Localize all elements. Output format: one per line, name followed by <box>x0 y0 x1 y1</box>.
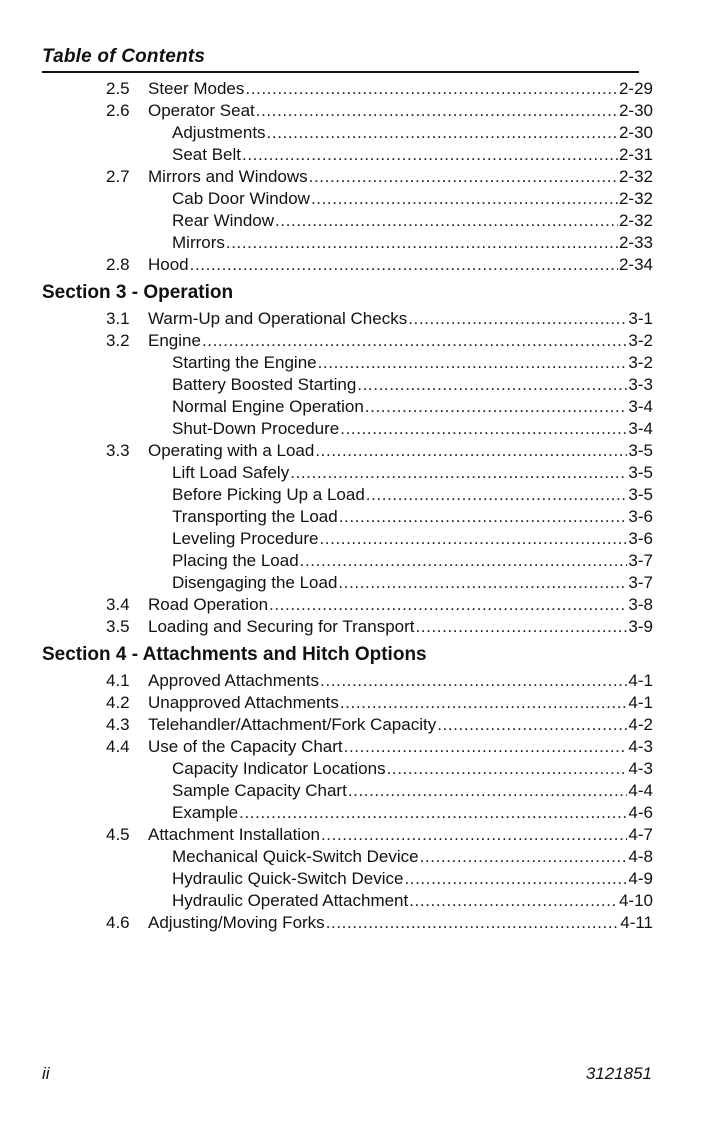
toc-entry[interactable] <box>148 308 653 330</box>
dot-leader <box>387 758 628 780</box>
toc-entry-page: 3-9 <box>628 617 653 636</box>
toc-entry-number: 4.4 <box>106 737 130 756</box>
toc-entry[interactable] <box>148 692 653 714</box>
toc-entry-page: 4-6 <box>628 803 653 822</box>
toc-entry-label: Telehandler/Attachment/Fork Capacity <box>148 715 437 734</box>
toc-entry-number: 3.5 <box>106 617 130 636</box>
section-heading: Section 4 - Attachments and Hitch Options <box>42 644 427 665</box>
toc-row[interactable] <box>42 440 653 462</box>
toc-row[interactable] <box>42 330 653 352</box>
toc-subentry[interactable] <box>172 188 653 210</box>
toc-entry-label: Operating with a Load <box>148 441 315 460</box>
dot-leader <box>340 418 627 440</box>
toc-entry-label: Adjustments <box>172 123 266 142</box>
toc-row[interactable] <box>42 714 653 736</box>
dot-leader <box>366 484 628 506</box>
toc-row[interactable] <box>42 374 653 396</box>
toc-entry-label: Hydraulic Quick-Switch Device <box>172 869 404 888</box>
toc-entry-label: Lift Load Safely <box>172 463 290 482</box>
dot-leader <box>242 144 618 166</box>
toc-entry-number: 3.3 <box>106 441 130 460</box>
toc-entry[interactable] <box>148 166 653 188</box>
toc-entry[interactable] <box>148 594 653 616</box>
toc-row[interactable] <box>42 824 653 846</box>
toc-subentry[interactable] <box>172 484 653 506</box>
toc-entry-label: Battery Boosted Starting <box>172 375 357 394</box>
toc-row[interactable] <box>42 210 653 232</box>
toc-subentry[interactable] <box>172 846 653 868</box>
toc-row[interactable] <box>42 100 653 122</box>
toc-row[interactable] <box>42 780 653 802</box>
toc-entry-page: 2-34 <box>618 255 653 274</box>
dot-leader <box>321 824 627 846</box>
toc-entry-page: 3-5 <box>628 485 653 504</box>
toc-row[interactable] <box>42 352 653 374</box>
toc-entry-number: 4.6 <box>106 913 130 932</box>
toc-row[interactable] <box>42 188 653 210</box>
toc-entry-label: Road Operation <box>148 595 269 614</box>
toc-subentry[interactable] <box>172 352 653 374</box>
toc-row[interactable] <box>42 594 653 616</box>
toc-entry-number: 3.1 <box>106 309 130 328</box>
toc-entry-label: Hydraulic Operated Attachment <box>172 891 409 910</box>
toc-entry-label: Mechanical Quick-Switch Device <box>172 847 419 866</box>
dot-leader <box>326 912 620 934</box>
toc-entry[interactable] <box>148 616 653 638</box>
toc-row[interactable] <box>42 308 653 330</box>
toc-entry-label: Engine <box>148 331 201 350</box>
dot-leader <box>190 254 618 276</box>
toc-entry[interactable] <box>148 440 653 462</box>
toc-row[interactable] <box>42 868 653 890</box>
toc-entry-label: Cab Door Window <box>172 189 310 208</box>
toc-row[interactable] <box>42 166 653 188</box>
dot-leader <box>319 528 627 550</box>
toc-row[interactable] <box>42 528 653 550</box>
toc-entry-label: Unapproved Attachments <box>148 693 339 712</box>
toc-row[interactable] <box>42 78 653 100</box>
toc-entry[interactable] <box>148 100 653 122</box>
toc-entry[interactable] <box>148 330 653 352</box>
toc-subentry[interactable] <box>172 210 653 232</box>
dot-leader <box>318 352 628 374</box>
toc-entry-label: Operator Seat <box>148 101 255 120</box>
dot-leader <box>340 692 628 714</box>
toc-entry-page: 4-10 <box>618 891 653 910</box>
toc-entry-number: 4.5 <box>106 825 130 844</box>
dot-leader <box>409 890 618 912</box>
toc-entry-page: 3-6 <box>628 507 653 526</box>
toc-entry-page: 3-8 <box>628 595 653 614</box>
toc-subentry[interactable] <box>172 122 653 144</box>
dot-leader <box>267 122 618 144</box>
toc-entry-label: Leveling Procedure <box>172 529 319 548</box>
toc-entry-page: 2-32 <box>618 167 653 186</box>
dot-leader <box>420 846 628 868</box>
dot-leader <box>416 616 628 638</box>
toc-subentry[interactable] <box>172 418 653 440</box>
dot-leader <box>309 166 618 188</box>
toc-subentry[interactable] <box>172 144 653 166</box>
toc-entry-page: 4-1 <box>628 671 653 690</box>
toc-entry[interactable] <box>148 736 653 758</box>
dot-leader <box>320 670 627 692</box>
toc-row[interactable] <box>42 550 653 572</box>
toc-entry-label: Steer Modes <box>148 79 245 98</box>
toc-entry-number: 4.2 <box>106 693 130 712</box>
toc-entry-label: Placing the Load <box>172 551 299 570</box>
toc-subentry[interactable] <box>172 802 653 824</box>
toc-row[interactable] <box>42 572 653 594</box>
toc-row[interactable] <box>42 802 653 824</box>
dot-leader <box>348 780 628 802</box>
dot-leader <box>226 232 618 254</box>
toc-row[interactable] <box>42 846 653 868</box>
dot-leader <box>357 374 627 396</box>
toc-subentry[interactable] <box>172 758 653 780</box>
footer-page-number: ii <box>42 1064 50 1083</box>
dot-leader <box>437 714 627 736</box>
toc-subentry[interactable] <box>172 780 653 802</box>
toc-entry-page: 3-5 <box>628 441 653 460</box>
toc-entry-label: Approved Attachments <box>148 671 320 690</box>
toc-subentry[interactable] <box>172 528 653 550</box>
toc-entry-number: 4.3 <box>106 715 130 734</box>
toc-entry-page: 4-8 <box>628 847 653 866</box>
toc-entry-page: 3-4 <box>628 397 653 416</box>
toc-entry[interactable] <box>148 714 653 736</box>
dot-leader <box>239 802 627 824</box>
toc-entry-label: Transporting the Load <box>172 507 338 526</box>
toc-entry-label: Capacity Indicator Locations <box>172 759 386 778</box>
toc-entry-page: 2-29 <box>618 79 653 98</box>
toc-entry-page: 4-2 <box>628 715 653 734</box>
toc-row[interactable] <box>42 506 653 528</box>
dot-leader <box>290 462 627 484</box>
toc-entry-label: Loading and Securing for Transport <box>148 617 415 636</box>
toc-entry[interactable] <box>148 824 653 846</box>
toc-row[interactable] <box>42 396 653 418</box>
toc-row[interactable] <box>42 462 653 484</box>
toc-entry-page: 3-2 <box>628 353 653 372</box>
toc-entry-label: Shut-Down Procedure <box>172 419 340 438</box>
toc-entry-label: Adjusting/Moving Forks <box>148 913 325 932</box>
page-title: Table of Contents <box>42 46 206 67</box>
toc-subentry[interactable] <box>172 506 653 528</box>
toc-entry-page: 2-30 <box>618 123 653 142</box>
toc-subentry[interactable] <box>172 572 653 594</box>
toc-entry-number: 2.6 <box>106 101 130 120</box>
toc-subentry[interactable] <box>172 232 653 254</box>
toc-entry-number: 3.4 <box>106 595 130 614</box>
dot-leader <box>275 210 618 232</box>
toc-entry-page: 3-5 <box>628 463 653 482</box>
toc-row[interactable] <box>42 122 653 144</box>
toc-entry-label: Mirrors and Windows <box>148 167 308 186</box>
toc-entry-number: 2.8 <box>106 255 130 274</box>
dot-leader <box>202 330 627 352</box>
toc-row[interactable] <box>42 616 653 638</box>
toc-entry-page: 4-1 <box>628 693 653 712</box>
toc-subentry[interactable] <box>172 890 653 912</box>
toc-entry-label: Example <box>172 803 239 822</box>
dot-leader <box>269 594 627 616</box>
toc-entry[interactable] <box>148 254 653 276</box>
section-heading: Section 3 - Operation <box>42 282 234 303</box>
toc-entry-page: 4-3 <box>628 737 653 756</box>
toc-entry-page: 2-32 <box>618 211 653 230</box>
toc-row[interactable] <box>42 484 653 506</box>
toc-row[interactable] <box>42 890 653 912</box>
dot-leader <box>404 868 627 890</box>
toc-entry-number: 4.1 <box>106 671 130 690</box>
toc-entry-label: Rear Window <box>172 211 275 230</box>
toc-entry-page: 4-4 <box>628 781 653 800</box>
toc-entry-number: 3.2 <box>106 331 130 350</box>
toc-entry-page: 2-31 <box>618 145 653 164</box>
toc-entry-label: Disengaging the Load <box>172 573 338 592</box>
toc-row[interactable] <box>42 736 653 758</box>
toc-entry-page: 3-2 <box>628 331 653 350</box>
dot-leader <box>408 308 627 330</box>
toc-entry-page: 4-7 <box>628 825 653 844</box>
toc-entry-page: 3-4 <box>628 419 653 438</box>
toc-subentry[interactable] <box>172 462 653 484</box>
toc-row[interactable] <box>42 418 653 440</box>
toc-row[interactable] <box>42 912 653 934</box>
toc-row[interactable] <box>42 144 653 166</box>
toc-entry-page: 4-11 <box>620 913 653 932</box>
toc-row[interactable] <box>42 254 653 276</box>
toc-entry[interactable] <box>148 912 653 934</box>
toc-subentry[interactable] <box>172 396 653 418</box>
dot-leader <box>338 572 627 594</box>
toc-subentry[interactable] <box>172 550 653 572</box>
toc-entry[interactable] <box>148 670 653 692</box>
toc-entry[interactable] <box>148 78 653 100</box>
dot-leader <box>365 396 628 418</box>
dot-leader <box>344 736 628 758</box>
toc-entry-page: 3-7 <box>628 573 653 592</box>
toc-entry-page: 3-6 <box>628 529 653 548</box>
toc-entry-label: Use of the Capacity Chart <box>148 737 343 756</box>
toc-entry-label: Hood <box>148 255 189 274</box>
toc-row[interactable] <box>42 692 653 714</box>
toc-subentry[interactable] <box>172 374 653 396</box>
toc-entry-label: Warm-Up and Operational Checks <box>148 309 408 328</box>
toc-entry-label: Normal Engine Operation <box>172 397 364 416</box>
toc-entry-label: Seat Belt <box>172 145 241 164</box>
toc-entry-page: 2-32 <box>618 189 653 208</box>
dot-leader <box>300 550 628 572</box>
dot-leader <box>311 188 618 210</box>
dot-leader <box>245 78 618 100</box>
toc-entry-label: Starting the Engine <box>172 353 317 372</box>
toc-entry-page: 2-30 <box>618 101 653 120</box>
toc-entry-page: 3-3 <box>628 375 653 394</box>
toc-entry-page: 4-9 <box>628 869 653 888</box>
toc-entry-number: 2.5 <box>106 79 130 98</box>
toc-entry-page: 2-33 <box>618 233 653 252</box>
page-header <box>42 43 639 73</box>
toc-entry-label: Attachment Installation <box>148 825 320 844</box>
dot-leader <box>315 440 627 462</box>
dot-leader <box>256 100 618 122</box>
toc-entry-label: Mirrors <box>172 233 225 252</box>
toc-entry-label: Sample Capacity Chart <box>172 781 347 800</box>
toc-entry-page: 3-7 <box>628 551 653 570</box>
toc-entry-page: 4-3 <box>628 759 653 778</box>
toc-entry-label: Before Picking Up a Load <box>172 485 365 504</box>
table-of-contents <box>42 78 653 934</box>
dot-leader <box>339 506 628 528</box>
toc-subentry[interactable] <box>172 868 653 890</box>
toc-row[interactable] <box>42 670 653 692</box>
toc-row[interactable] <box>42 758 653 780</box>
toc-row[interactable] <box>42 232 653 254</box>
footer-document-number: 3121851 <box>585 1064 652 1083</box>
toc-entry-page: 3-1 <box>628 309 653 328</box>
toc-entry-number: 2.7 <box>106 167 130 186</box>
